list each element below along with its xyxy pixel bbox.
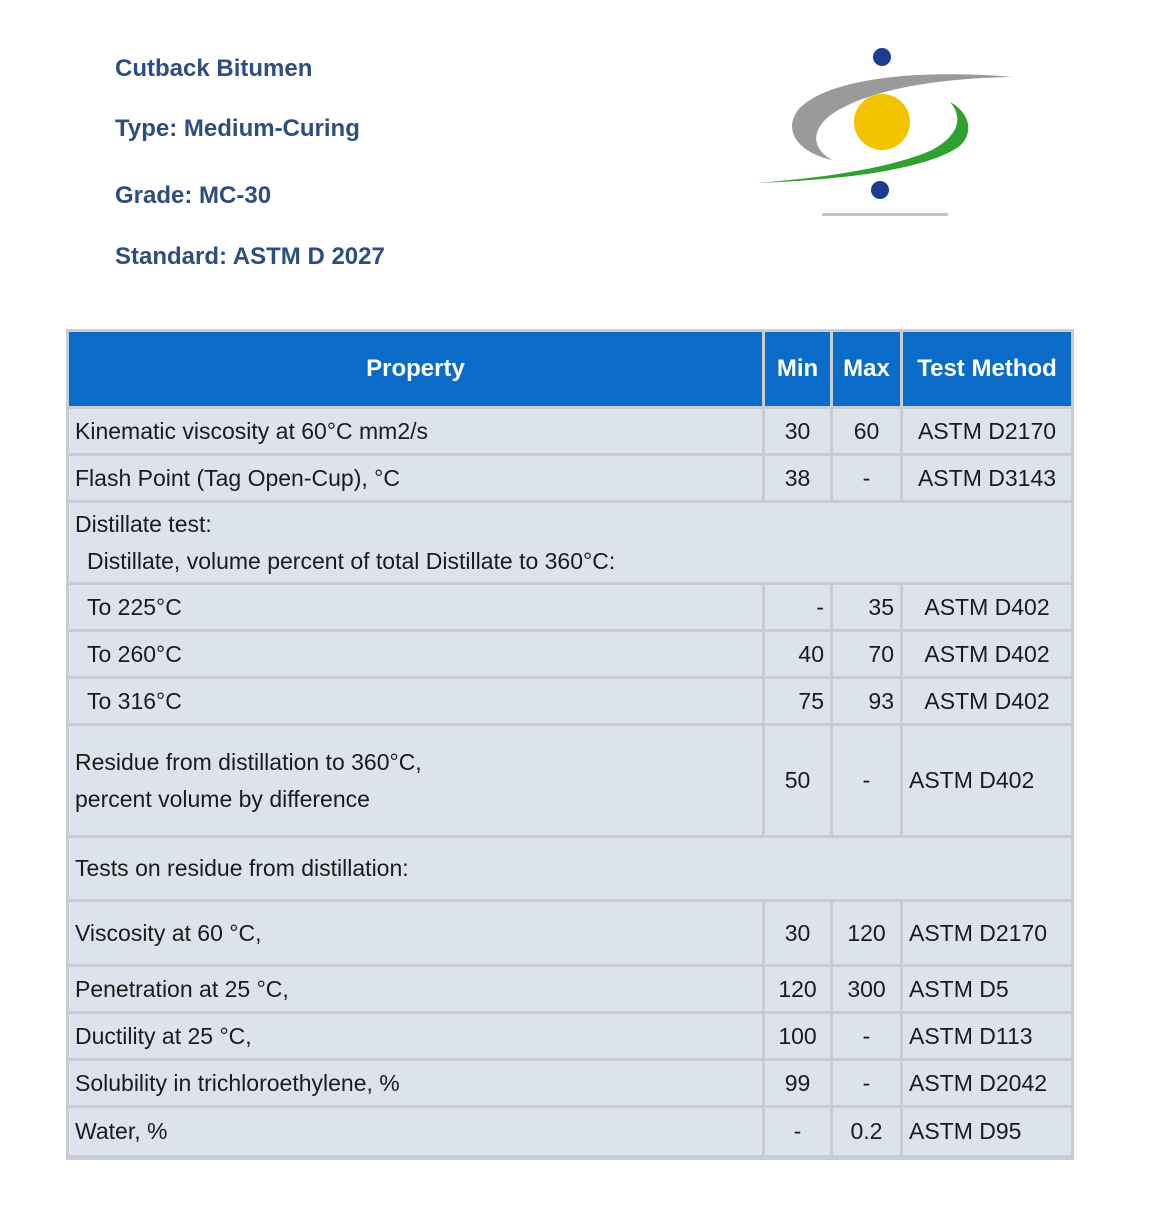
cell-property-line1: Residue from distillation to 360°C,	[75, 748, 422, 775]
product-grade: Grade: MC-30	[115, 182, 272, 209]
header-max: Max	[833, 332, 903, 409]
product-standard: Standard: ASTM D 2027	[115, 243, 385, 270]
cell-property: Kinematic viscosity at 60°C mm2/s	[69, 409, 765, 456]
cell-max: -	[833, 1061, 903, 1108]
company-logo	[752, 40, 1022, 230]
cell-property: Penetration at 25 °C,	[69, 967, 765, 1014]
cell-min: 99	[765, 1061, 833, 1108]
logo-caption-mark	[822, 213, 948, 216]
table-row	[69, 1014, 1071, 1061]
cell-min: 75	[765, 679, 833, 726]
cell-min: 40	[765, 632, 833, 679]
logo-sun	[854, 94, 910, 150]
cell-property: To 225°C	[69, 585, 765, 632]
cell-max: 70	[833, 632, 903, 679]
cell-property: Solubility in trichloroethylene, %	[69, 1061, 765, 1108]
cell-test-method: ASTM D402	[903, 726, 1071, 838]
cell-test-method: ASTM D113	[903, 1014, 1071, 1061]
cell-test-method: ASTM D2170	[903, 902, 1071, 967]
cell-min: -	[765, 585, 833, 632]
cell-property: To 260°C	[69, 632, 765, 679]
product-title: Cutback Bitumen	[115, 55, 313, 82]
cell-test-method: ASTM D402	[903, 632, 1071, 679]
cell-max: 60	[833, 409, 903, 456]
table-section-row	[69, 838, 1071, 902]
specifications-table-frame	[66, 329, 1074, 1160]
cell-min: 30	[765, 902, 833, 967]
cell-max: 120	[833, 902, 903, 967]
logo-top-dot	[873, 48, 891, 66]
cell-min: 30	[765, 409, 833, 456]
cell-min: 120	[765, 967, 833, 1014]
table-row	[69, 1108, 1071, 1155]
cell-property: Ductility at 25 °C,	[69, 1014, 765, 1061]
cell-property-line2: percent volume by difference	[75, 785, 370, 812]
cell-property: Flash Point (Tag Open-Cup), °C	[69, 456, 765, 503]
table-row	[69, 456, 1071, 503]
table-section-row	[69, 503, 1071, 585]
cell-min: 100	[765, 1014, 833, 1061]
header-test-method: Test Method	[903, 332, 1071, 409]
cell-property	[69, 726, 765, 838]
header-property: Property	[69, 332, 765, 409]
cell-property: Viscosity at 60 °C,	[69, 902, 765, 967]
table-row	[69, 409, 1071, 456]
cell-max: -	[833, 1014, 903, 1061]
logo-bottom-dot	[871, 181, 889, 199]
product-type: Type: Medium-Curing	[115, 115, 360, 142]
section-title: Distillate test:	[75, 510, 212, 537]
header-min: Min	[765, 332, 833, 409]
cell-property: Water, %	[69, 1108, 765, 1155]
cell-test-method: ASTM D402	[903, 585, 1071, 632]
table-row	[69, 967, 1071, 1014]
cell-test-method: ASTM D3143	[903, 456, 1071, 503]
section-heading-distillate	[69, 503, 1071, 585]
table-row	[69, 679, 1071, 726]
cell-max: -	[833, 726, 903, 838]
cell-test-method: ASTM D95	[903, 1108, 1071, 1155]
table-row	[69, 726, 1071, 838]
cell-max: 0.2	[833, 1108, 903, 1155]
table-row	[69, 585, 1071, 632]
cell-max: 300	[833, 967, 903, 1014]
cell-max: 35	[833, 585, 903, 632]
cell-property: To 316°C	[69, 679, 765, 726]
cell-max: 93	[833, 679, 903, 726]
cell-test-method: ASTM D402	[903, 679, 1071, 726]
cell-min: 38	[765, 456, 833, 503]
table-header-row	[69, 332, 1071, 409]
cell-test-method: ASTM D2170	[903, 409, 1071, 456]
table-row	[69, 632, 1071, 679]
table-row	[69, 1061, 1071, 1108]
section-subtitle: Distillate, volume percent of total Distillate to 360°C:	[87, 547, 616, 574]
cell-min: 50	[765, 726, 833, 838]
table-row	[69, 902, 1071, 967]
specifications-table	[69, 332, 1071, 1155]
section-heading-residue: Tests on residue from distillation:	[69, 838, 1071, 902]
cell-max: -	[833, 456, 903, 503]
cell-test-method: ASTM D5	[903, 967, 1071, 1014]
cell-test-method: ASTM D2042	[903, 1061, 1071, 1108]
cell-min: -	[765, 1108, 833, 1155]
